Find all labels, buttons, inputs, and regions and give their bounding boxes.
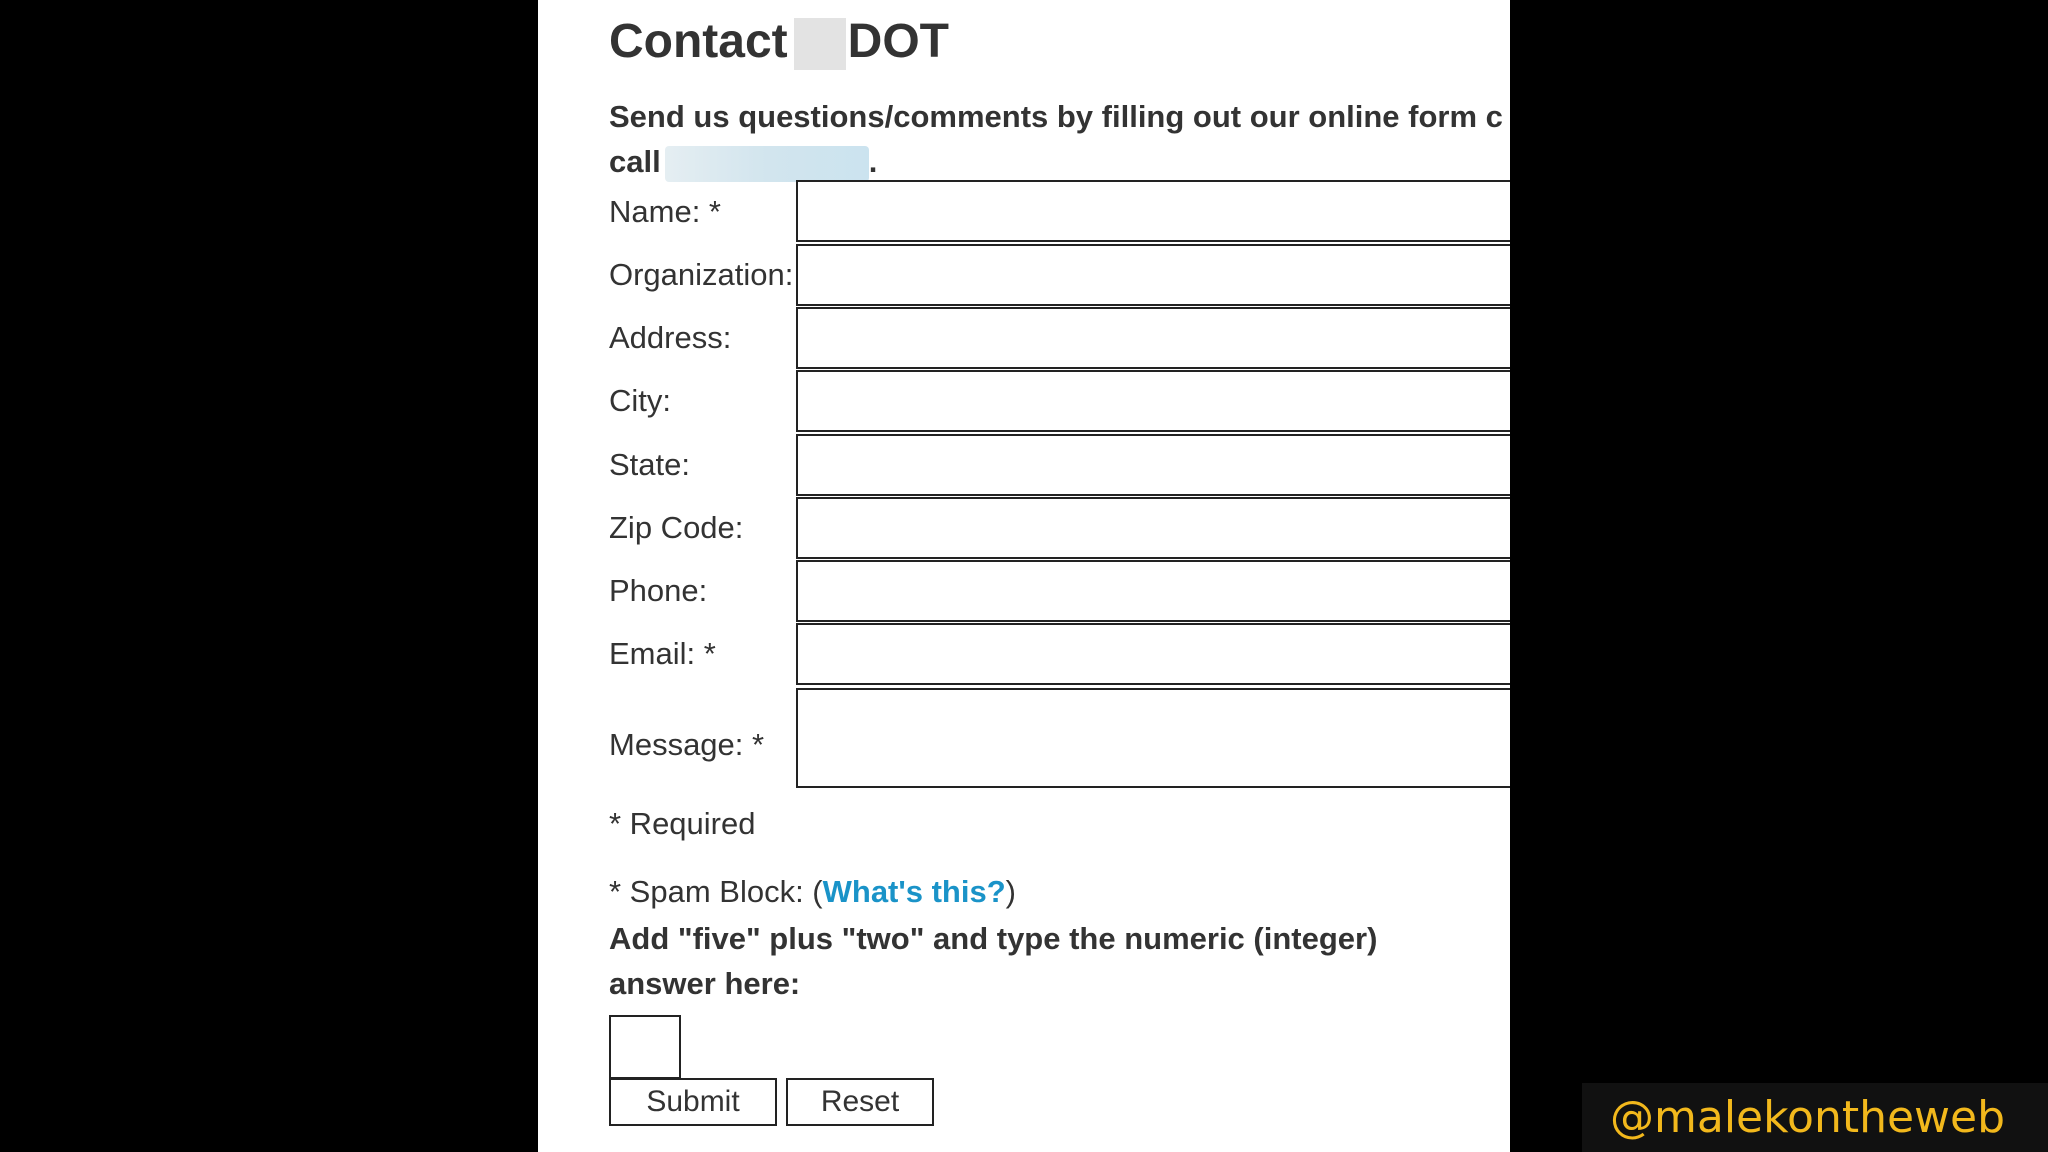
city-label: City: [609, 383, 671, 418]
spam-question: Add "five" plus "two" and type the numeric (integer) answer here: [609, 921, 1378, 1001]
message-label: Message: * [609, 727, 765, 762]
spam-label-suffix: ) [1005, 874, 1016, 909]
redacted-title-segment [794, 18, 846, 70]
title-text-end: DOT [847, 15, 949, 68]
message-textarea[interactable] [796, 688, 1510, 788]
spam-answer-input[interactable] [609, 1015, 681, 1079]
intro-call-prefix: call [609, 144, 661, 179]
intro-text [609, 94, 1510, 184]
submit-button[interactable]: Submit [609, 1078, 777, 1126]
phone-label: Phone: [609, 573, 708, 608]
required-note: * Required [609, 806, 756, 841]
watermark-handle: @malekontheweb [1582, 1083, 2048, 1152]
state-field[interactable] [796, 434, 1510, 496]
organization-label: Organization: [609, 257, 794, 292]
email-label: Email: * [609, 636, 716, 671]
intro-line-1: Send us questions/comments by filling out our online form c [609, 99, 1503, 134]
title-text-start: Contact [609, 15, 788, 68]
intro-line-2 [609, 139, 1510, 184]
spam-label-prefix: * Spam Block: ( [609, 874, 823, 909]
organization-field[interactable] [796, 244, 1510, 306]
contact-page [538, 0, 1510, 1152]
address-field[interactable] [796, 307, 1510, 369]
name-field[interactable] [796, 180, 1510, 242]
redacted-phone-link[interactable] [665, 146, 869, 182]
intro-period: . [868, 144, 878, 179]
spam-block-label [609, 872, 1016, 912]
whats-this-link[interactable]: What's this? [822, 874, 1006, 909]
name-label: Name: * [609, 194, 721, 229]
city-field[interactable] [796, 370, 1510, 432]
zip-code-field[interactable] [796, 497, 1510, 559]
email-field[interactable] [796, 623, 1510, 685]
page-title [609, 12, 949, 72]
reset-button[interactable]: Reset [786, 1078, 934, 1126]
zip-code-label: Zip Code: [609, 510, 744, 545]
address-label: Address: [609, 320, 732, 355]
phone-field[interactable] [796, 560, 1510, 622]
state-label: State: [609, 447, 690, 482]
